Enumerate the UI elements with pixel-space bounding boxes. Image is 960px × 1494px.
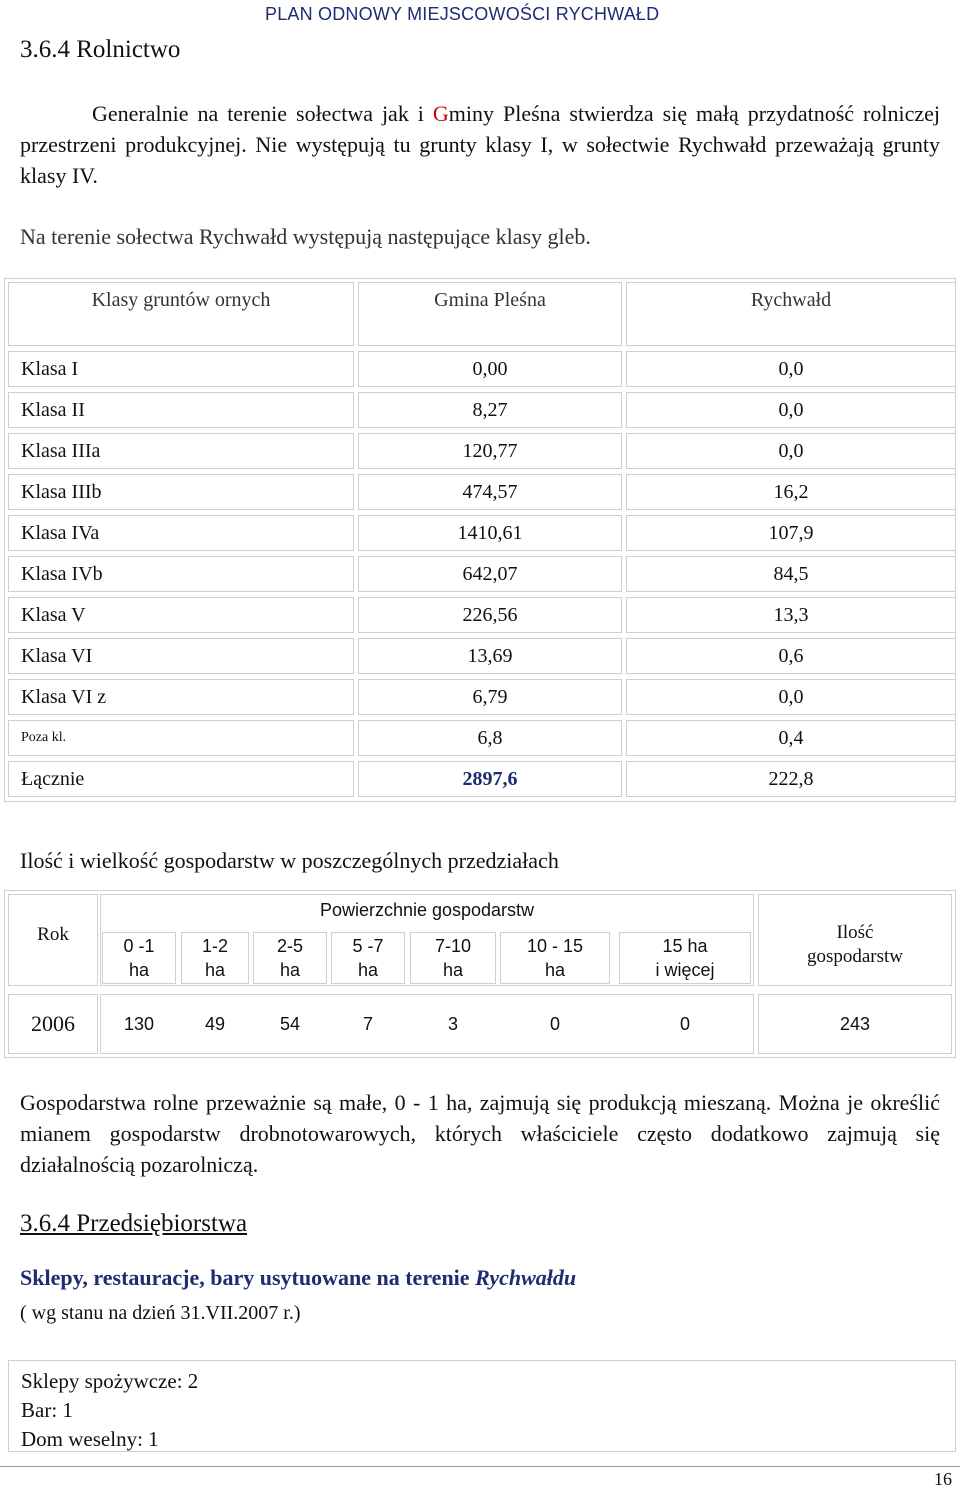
soil-row-label (8, 720, 354, 756)
farms-range-header (102, 932, 176, 984)
soil-header-cell-text: Klasy gruntów ornych (91, 289, 271, 311)
intro-text-end: miny Pleśna stwierdza się małą przydatność rolniczej przestrzeni produkcyjnej. Nie występują tu grunty klasy I, w sołectwie Rychwałd przeważają grunty klasy IV. (20, 101, 940, 188)
soil-row-label-text: Klasa II (21, 398, 85, 421)
farms-range-header-text: 10 - 15 ha (526, 936, 584, 980)
farms-value-cell (102, 996, 176, 1052)
farms-range-header-text: 2-5 ha (276, 936, 303, 980)
soil-row-rychwald (626, 679, 956, 715)
soil-row-label (8, 392, 354, 428)
farms-group-label: Powierzchnie gospodarstw (319, 900, 535, 920)
farms-range-header-text: 5 -7 ha (352, 936, 384, 980)
soil-row-gmina-text: 6,79 (472, 685, 508, 708)
farms-total-cell (758, 994, 952, 1054)
soil-row-label-text: Poza kl. (21, 730, 67, 745)
soil-row-label (8, 351, 354, 387)
classes-intro: Na terenie sołectwa Rychwałd występują następujące klasy gleb. (20, 224, 591, 249)
farms-range-header-text: 7-10 ha (434, 936, 472, 980)
soil-row-gmina-text: 2897,6 (462, 767, 518, 790)
soil-row-label-text: Klasa IVa (21, 521, 100, 544)
intro-text-start: Generalnie na terenie sołectwa jak i (92, 101, 433, 126)
farms-range-header (500, 932, 610, 984)
soil-row-gmina (358, 351, 622, 387)
farms-count-header (758, 894, 952, 986)
soil-row-gmina (358, 597, 622, 633)
soil-row-gmina (358, 515, 622, 551)
farms-year-cell-text: 2006 (31, 1011, 75, 1036)
soil-row-rychwald (626, 351, 956, 387)
farms-value-cell-text: 3 (447, 1014, 458, 1034)
soil-row-rychwald (626, 761, 956, 797)
farms-title: Ilość i wielkość gospodarstw w poszczególnych przedziałach (20, 848, 559, 873)
farms-range-header (181, 932, 249, 984)
soil-header-cell-text: Gmina Pleśna (434, 289, 546, 311)
soil-row-rychwald-text: 107,9 (768, 521, 814, 544)
farms-value-cell-text: 130 (123, 1014, 155, 1034)
soil-row-rychwald (626, 474, 956, 510)
business-item: Bar: 1 (21, 1398, 73, 1422)
soil-header-cell-text: Rychwałd (750, 289, 832, 311)
farms-value-cell-text: 54 (279, 1014, 301, 1034)
soil-row-label-text: Klasa VI (21, 644, 93, 667)
soil-row-label (8, 433, 354, 469)
soil-row-rychwald-text: 0,4 (778, 726, 804, 749)
farms-count-header-text: Ilość gospodarstw (806, 922, 904, 967)
soil-row-rychwald-text: 0,0 (778, 398, 804, 421)
shops-heading-text: Sklepy, restauracje, bary usytuowane na terenie (20, 1265, 476, 1290)
intro-red-letter: G (432, 101, 449, 126)
farms-value-cell-text: 0 (549, 1014, 560, 1034)
farms-total-cell-text: 243 (839, 1014, 871, 1034)
farms-range-header (410, 932, 496, 984)
soil-row-rychwald-text: 0,6 (778, 644, 804, 667)
soil-row-gmina-text: 13,69 (467, 644, 513, 667)
soil-row-gmina (358, 638, 622, 674)
subsection-title: 3.6.4 Przedsiębiorstwa (20, 1210, 248, 1237)
soil-row-label (8, 679, 354, 715)
soil-row-rychwald (626, 638, 956, 674)
farms-range-header (619, 932, 751, 984)
soil-row-label-text: Klasa IVb (21, 562, 103, 585)
soil-row-rychwald-text: 0,0 (778, 357, 804, 380)
soil-row-gmina (358, 720, 622, 756)
date-note: ( wg stanu na dzień 31.VII.2007 r.) (20, 1302, 301, 1324)
soil-row-gmina (358, 556, 622, 592)
soil-row-label-text: Klasa I (21, 357, 79, 380)
business-item: Dom weselny: 1 (21, 1427, 159, 1451)
document-header: PLAN ODNOWY MIEJSCOWOŚCI RYCHWAŁD (265, 4, 660, 24)
soil-row-label-text: Łącznie (21, 767, 85, 790)
soil-row-gmina-text: 642,07 (462, 562, 518, 585)
farms-value-cell-text: 7 (362, 1014, 373, 1034)
soil-row-gmina (358, 474, 622, 510)
intro-paragraph (20, 98, 940, 191)
soil-row-rychwald (626, 433, 956, 469)
soil-header-cell (626, 282, 956, 346)
soil-row-label (8, 638, 354, 674)
business-item: Sklepy spożywcze: 2 (21, 1369, 199, 1393)
soil-row-rychwald (626, 720, 956, 756)
businesses-box (8, 1360, 956, 1452)
soil-row-gmina-text: 0,00 (472, 357, 508, 380)
soil-row-rychwald-text: 84,5 (773, 562, 809, 585)
soil-row-gmina-text: 120,77 (462, 439, 518, 462)
farms-range-header (331, 932, 405, 984)
soil-row-label-text: Klasa IIIa (21, 439, 101, 462)
farms-range-header-text: 15 ha i więcej (655, 936, 715, 980)
soil-row-gmina-text: 474,57 (462, 480, 518, 503)
farms-value-cell-text: 0 (679, 1014, 690, 1034)
farms-year-cell (8, 994, 98, 1054)
farms-rok-header-text: Rok (37, 924, 69, 945)
soil-row-rychwald (626, 515, 956, 551)
farms-value-cell-text: 49 (204, 1014, 226, 1034)
soil-header-cell (8, 282, 354, 346)
farms-value-cell (253, 996, 327, 1052)
farms-range-header-text: 0 -1 ha (123, 936, 155, 980)
soil-row-label (8, 474, 354, 510)
soil-row-rychwald-text: 16,2 (773, 480, 809, 503)
farms-value-cell (410, 996, 496, 1052)
soil-row-rychwald (626, 597, 956, 633)
soil-row-gmina (358, 392, 622, 428)
farms-range-header-text: 1-2 ha (201, 936, 228, 980)
footer-divider (0, 1466, 960, 1467)
soil-header-cell (358, 282, 622, 346)
soil-row-gmina (358, 761, 622, 797)
farms-value-cell (619, 996, 751, 1052)
farms-value-cell (181, 996, 249, 1052)
soil-row-gmina-text: 1410,61 (457, 521, 523, 544)
soil-row-rychwald-text: 222,8 (768, 767, 814, 790)
soil-row-label (8, 556, 354, 592)
soil-row-gmina-text: 226,56 (462, 603, 518, 626)
soil-row-label-text: Klasa VI z (21, 685, 107, 708)
page-number: 16 (934, 1469, 952, 1489)
soil-row-rychwald (626, 392, 956, 428)
shops-heading (20, 1265, 576, 1291)
soil-row-rychwald-text: 0,0 (778, 439, 804, 462)
soil-row-gmina (358, 433, 622, 469)
soil-row-gmina-text: 8,27 (472, 398, 508, 421)
soil-row-gmina-text: 6,8 (477, 726, 503, 749)
soil-row-rychwald-text: 0,0 (778, 685, 804, 708)
soil-row-label (8, 597, 354, 633)
soil-row-label-text: Klasa IIIb (21, 480, 102, 503)
section-title: 3.6.4 Rolnictwo (20, 36, 181, 63)
soil-row-rychwald-text: 13,3 (773, 603, 809, 626)
soil-row-gmina (358, 679, 622, 715)
soil-row-label (8, 515, 354, 551)
soil-row-label-text: Klasa V (21, 603, 86, 626)
summary-paragraph: Gospodarstwa rolne przeważnie są małe, 0 - 1 ha, zajmują się produkcją mieszaną. Można je określić mianem gospodarstw drobnotowarowych, których właściciele często dodatkowo zajmują się działalnością pozarolniczą. (20, 1090, 940, 1177)
farms-rok-header (8, 894, 98, 986)
soil-row-rychwald (626, 556, 956, 592)
farms-range-header (253, 932, 327, 984)
farms-value-cell (500, 996, 610, 1052)
soil-row-label (8, 761, 354, 797)
farms-value-cell (331, 996, 405, 1052)
shops-heading-place: Rychwałdu (475, 1265, 577, 1290)
